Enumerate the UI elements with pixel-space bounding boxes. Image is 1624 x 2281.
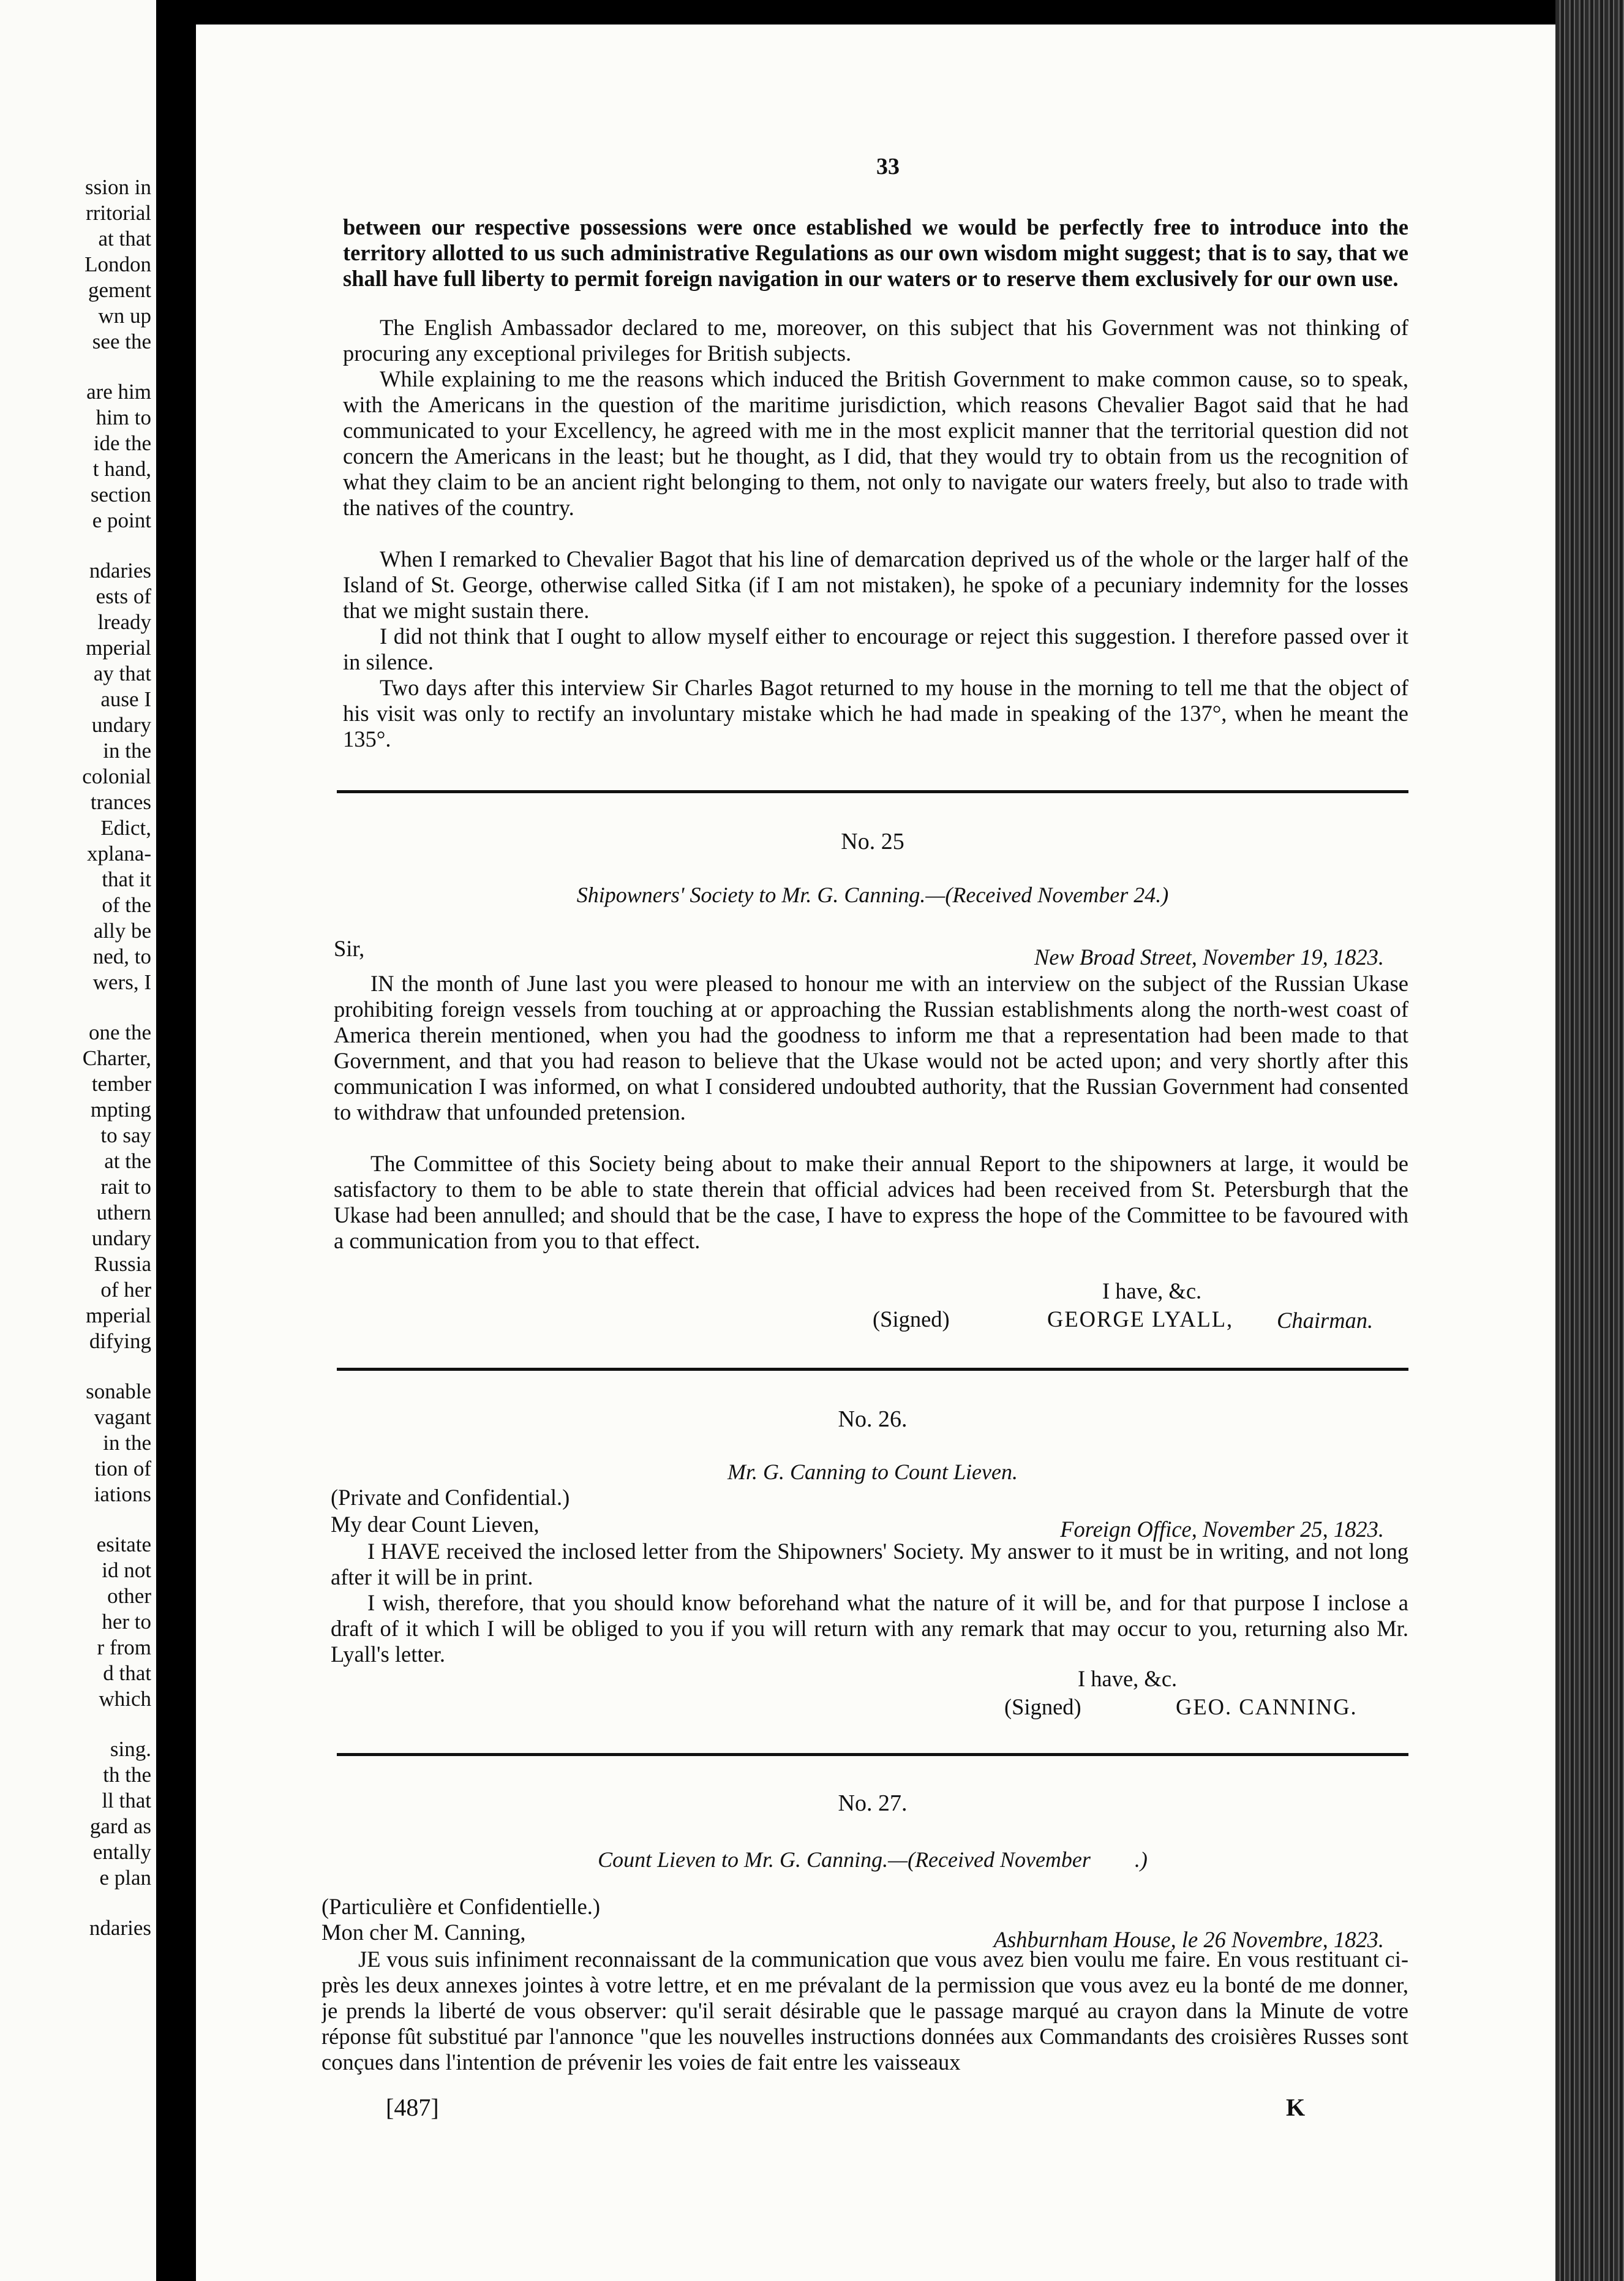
letter-paragraph: The Committee of this Society being about to make their annual Report to the shipowners at large, it would be satisfactory to them to be able to state therein that official advices had been received from St. Petersburgh that the Ukase had been annulled; and should that be the case, I have to express the hope of the Committee to be favoured with a communication from you to that effect. [334,1151,1408,1253]
left-page-fragment: that it [102,867,151,891]
page-stack-edge [1555,0,1624,2281]
left-page-fragment: sing. [110,1737,151,1761]
left-page-fragment: uthern [96,1201,151,1224]
left-page-fragment: mpting [90,1098,151,1122]
left-page-fragment: at the [104,1149,151,1173]
section-divider [337,790,1408,793]
letter-paragraph: I wish, therefore, that you should know beforehand what the nature of it will be, and for that purpose I inclose a draft of it which I will be obliged to you if you will return with any remark that may occur to you, returning also Mr. Lyall's letter. [331,1590,1408,1667]
left-page-fragment: at that [98,227,151,251]
salutation: Sir, [334,936,365,961]
left-page-fragment: th the [103,1763,151,1787]
left-page-fragment: entally [92,1840,151,1864]
signer-title: Chairman. [1277,1308,1374,1333]
left-page-fragment: t hand, [92,457,151,481]
left-page-fragment: wers, I [92,970,151,994]
left-page-fragment: colonial [82,764,151,788]
left-page-fragment: ide the [93,431,151,455]
letter-paragraph: IN the month of June last you were pleased to honour me with an interview on the subject of the Russian Ukase prohibiting foreign vessels from touching at or approaching the Russian establishments along the north-west coast of America therein mentioned, when you had the goodness to inform me that a representation had been made to that Government, and that you had reason to believe that the Ukase would not be acted upon; and very shortly after this communication I was informed, on what I considered undoubted authority, that the Russian Government had consented to withdraw that unfounded pretension. [334,971,1408,1125]
left-page-fragment: Russia [94,1252,151,1276]
document-heading: Count Lieven to Mr. G. Canning.—(Received November .) [598,1847,1148,1872]
closing: I have, &c. [1078,1666,1178,1691]
paragraph: While explaining to me the reasons which induced the British Government to make common cause, so to speak, with the Americans in the question of the maritime jurisdiction, which reasons Chevalier Bagot said that he had communicated to your Excellency, he agreed with me in the most explicit manner that the territorial question did not concern the Americans in the least; but he thought, as I did, that they would try to obtain from us the recognition of what they claim to be an ancient right belonging to them, not only to navigate our waters freely, but also to trade with the natives of the country. [343,366,1408,520]
signed-label: (Signed) [1004,1694,1081,1719]
left-page-fragment: ndaries [89,1916,151,1940]
left-page-fragment: her to [102,1610,151,1634]
left-page-fragment: vagant [94,1405,151,1429]
left-page-fragment: of the [102,893,151,917]
left-page-fragment: to say [100,1123,151,1147]
left-page-fragment: tember [91,1072,151,1096]
document-number: No. 27. [838,1790,908,1816]
document-heading: Mr. G. Canning to Count Lieven. [727,1460,1018,1484]
left-page-fragment: ay that [93,662,151,685]
left-page-fragment: gard as [89,1814,151,1838]
letter-paragraph: I HAVE received the inclosed letter from the Shipowners' Society. My answer to it must be in writing, and not long after it will be in print. [331,1539,1408,1589]
closing: I have, &c. [1102,1278,1202,1303]
paragraph: I did not think that I ought to allow myself either to encourage or reject this suggestion. I therefore passed over it in silence. [343,624,1408,674]
left-page-fragment: other [107,1584,151,1608]
left-page-fragment: trances [90,790,151,814]
left-page-fragment: tion of [94,1457,151,1480]
signed-label: (Signed) [873,1306,950,1332]
left-page-fragment: xplana- [87,842,151,865]
letter-paragraph: JE vous suis infiniment reconnaissant de la communication que vous avez bien voulu me faire. En vous restituant ci-près les deux annexes jointes à votre lettre, et en me prévalant de la permission que vous avez eu la bonté de me donner, je prends la liberté de vous observer: qu'il serait désirable que le passage marqué au crayon dans la Minute de votre réponse fût substitué par l'annonce "que les nouvelles instructions données aux Commandants des croisières Russes sont conçues dans l'intention de prévenir les voies de fait entre les vaisseaux [321,1947,1408,2075]
paragraph: Two days after this interview Sir Charles Bagot returned to my house in the morning to tell me that the object of his visit was only to rectify an involuntary mistake which he had made in speaking of the 137°, when he meant the 135°. [343,675,1408,752]
left-page-fragment: mperial [86,636,151,660]
left-page-fragment: esitate [96,1533,151,1556]
left-page-fragment: undary [91,713,151,737]
page-number: 33 [876,154,900,179]
section-divider [337,1368,1408,1371]
left-page-fragment: Edict, [100,816,151,840]
left-page-fragment: one the [88,1020,151,1044]
dateline: Foreign Office, November 25, 1823. [1060,1517,1384,1542]
left-page-fragment: of her [100,1278,151,1302]
left-page-fragment: undary [91,1226,151,1250]
left-page-fragment: difying [89,1329,151,1353]
left-page-fragment: gement [88,278,151,302]
dateline: New Broad Street, November 19, 1823. [1034,944,1384,970]
gathering-mark: K [1286,2094,1306,2121]
sheet-signature: [487] [386,2094,439,2121]
document-number: No. 25 [841,829,904,854]
binding-gutter [156,0,196,2281]
left-page-fragment: are him [86,380,151,404]
left-page-fragment: section [90,483,151,507]
signer-name: GEORGE LYALL, [1047,1306,1234,1332]
left-page-fragment: see the [92,330,151,353]
left-page-fragment: d that [103,1661,151,1685]
left-page-fragment: ssion in [85,175,151,199]
left-page-fragment: id not [102,1558,151,1582]
left-page-fragment: him to [96,405,151,429]
left-page-fragment: lready [97,610,151,634]
dateline: Ashburnham House, le 26 Novembre, 1823. [993,1927,1384,1952]
section-divider [337,1753,1408,1756]
salutation: My dear Count Lieven, [331,1512,539,1537]
document-number: No. 26. [838,1406,908,1432]
left-page-fragment: in the [103,1431,151,1455]
left-page-fragment: ll that [102,1789,151,1812]
left-page-fragment: mperial [86,1303,151,1327]
adjacent-left-page [0,0,156,2281]
left-page-fragment: ause I [100,687,151,711]
left-page-fragment: sonable [86,1379,151,1403]
paragraph: The English Ambassador declared to me, moreover, on this subject that his Government was not thinking of procuring any exceptional privileges for British subjects. [343,315,1408,366]
confidentiality-note: (Private and Confidential.) [331,1485,570,1510]
left-page-fragment: e plan [99,1866,151,1890]
paragraph: When I remarked to Chevalier Bagot that his line of demarcation deprived us of the whole or the larger half of the Island of St. George, otherwise called Sitka (if I am not mistaken), he spoke of a pecuniary indemnity for the losses that we might sustain there. [343,546,1408,623]
left-page-fragment: rait to [100,1175,151,1199]
left-page-fragment: e point [92,508,151,532]
left-page-fragment: ests of [96,584,151,608]
left-page-fragment: which [99,1687,151,1711]
left-page-fragment: r from [97,1635,151,1659]
left-page-fragment: ndaries [89,559,151,583]
salutation: Mon cher M. Canning, [321,1920,526,1945]
left-page-fragment: ned, to [92,944,151,968]
signer-name: GEO. CANNING. [1176,1694,1358,1719]
left-page-fragment: London [85,252,151,276]
left-page-fragment: rritorial [86,201,151,225]
left-page-fragment: wn up [98,304,151,328]
continuation-paragraph: between our respective possessions were once established we would be perfectly free to introduce into the territory allotted to us such administrative Regulations as our own wisdom might suggest; that is to say, that we shall have full liberty to permit foreign navigation in our waters or to reserve them exclusively for our own use. [343,214,1408,291]
left-page-fragment: Charter, [82,1046,151,1070]
left-page-fragment: iations [94,1482,151,1506]
document-heading: Shipowners' Society to Mr. G. Canning.—(Received November 24.) [576,883,1169,907]
left-page-fragment: ally be [93,919,151,943]
left-page-fragment: in the [103,739,151,763]
confidentiality-note: (Particulière et Confidentielle.) [321,1894,601,1919]
document-page [196,25,1555,2281]
